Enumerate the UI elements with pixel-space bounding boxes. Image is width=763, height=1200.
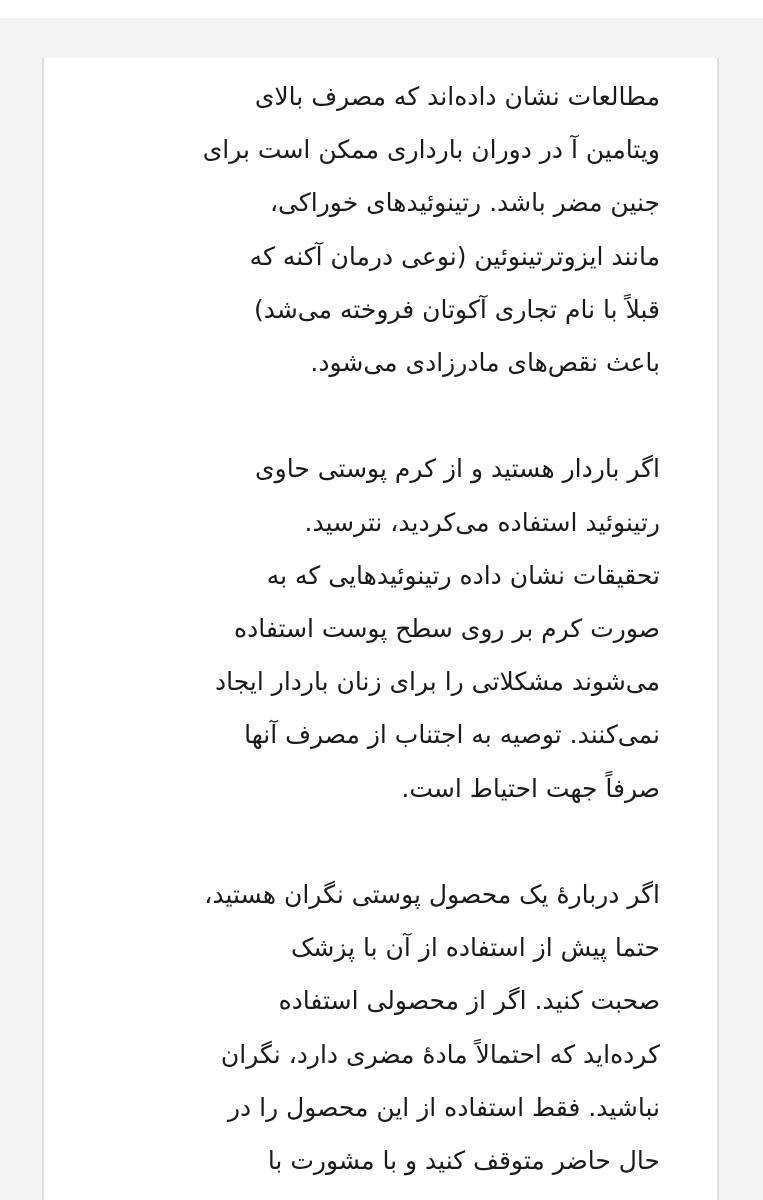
text-line: اگر باردار هستید و از کرم پوستی حاوی	[255, 454, 660, 484]
paragraph-2	[90, 442, 660, 814]
text-line: ویتامین آ در دوران بارداری ممکن است برای	[202, 135, 660, 165]
text-line: رتینوئید استفاده می‌کردید، نترسید.	[304, 507, 660, 537]
text-line: نباشید. فقط استفاده از این محصول را در	[227, 1092, 660, 1122]
paragraph-1	[90, 70, 660, 389]
text-line: حتما پیش از استفاده از آن با پزشک	[291, 933, 660, 963]
text-line: مطالعات نشان داده‌اند که مصرف بالای	[254, 82, 660, 111]
text-line: می‌شوند مشکلاتی را برای زنان باردار ایجاد	[215, 667, 660, 697]
text-line: نمی‌کنند. توصیه به اجتناب از مصرف آنها	[244, 720, 660, 750]
text-line: صورت کرم بر روی سطح پوست استفاده	[234, 614, 660, 644]
text-line: باعث نقص‌های مادرزادی می‌شود.	[310, 348, 660, 378]
text-line: صرفاً جهت احتیاط است.	[401, 773, 660, 803]
text-line: اگر دربارهٔ یک محصول پوستی نگران هستید،	[204, 880, 660, 910]
text-line: جنین مضر باشد. رتینوئیدهای خوراکی،	[269, 188, 660, 218]
text-line: حال حاضر متوقف کنید و با مشورت با	[267, 1146, 660, 1176]
text-line: مانند ایزوترتینوئین (نوعی درمان آکنه که	[249, 241, 660, 271]
text-line: تحقیقات نشان داده رتینوئیدهایی که به	[266, 560, 660, 590]
text-line: کرده‌اید که احتمالاً مادهٔ مضری دارد، نگران	[220, 1039, 660, 1069]
text-line: قبلاً با نام تجاری آکوتان فروخته می‌شد)	[253, 294, 660, 324]
paragraph-3	[90, 868, 660, 1187]
article-body	[90, 70, 660, 1200]
top-bar	[0, 0, 763, 18]
text-line: صحبت کنید. اگر از محصولی استفاده	[278, 986, 660, 1016]
